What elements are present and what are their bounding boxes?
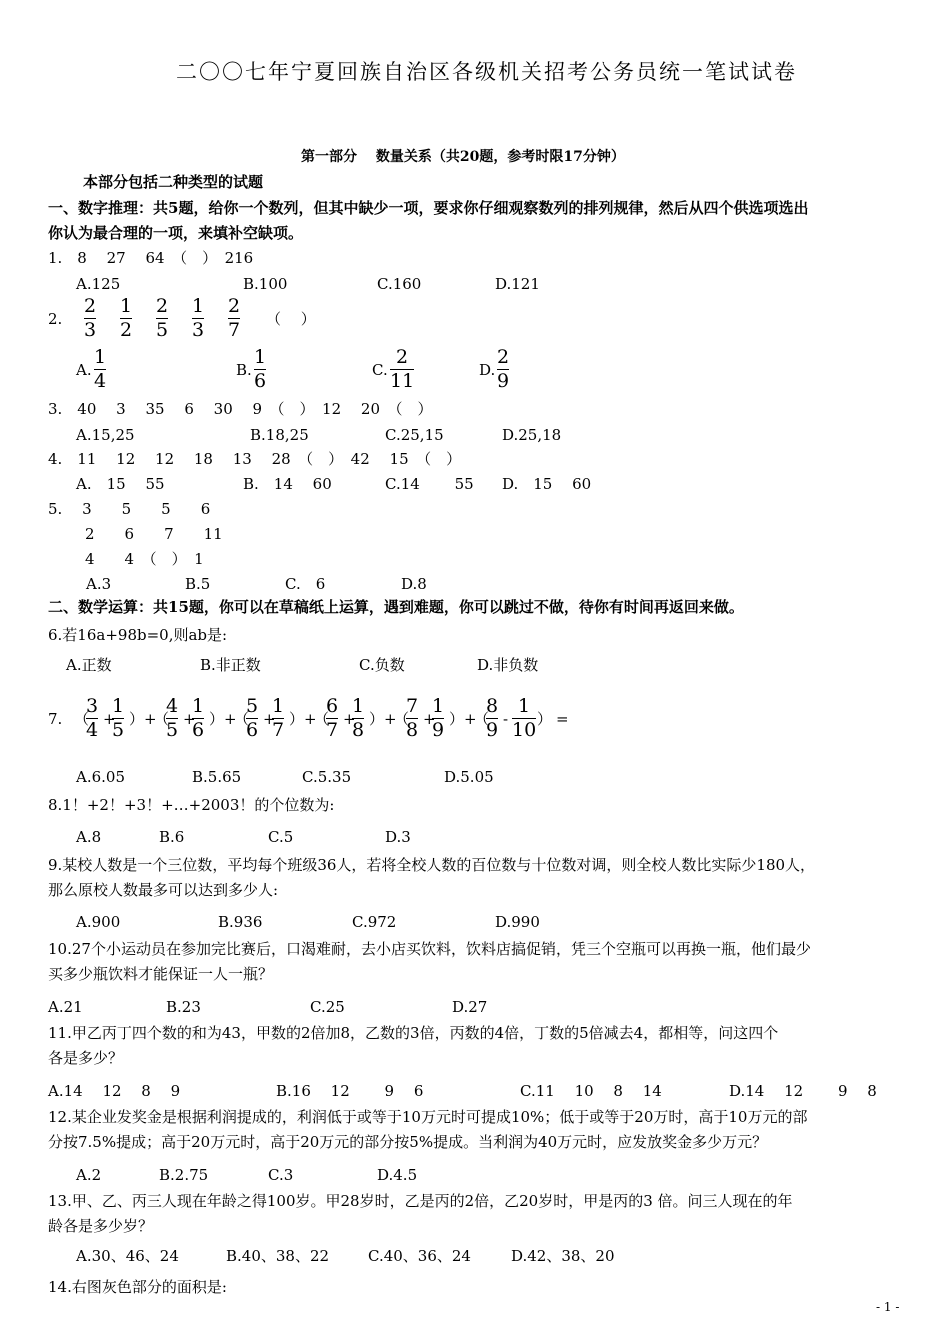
q4-option-a: A. 15 55: [76, 475, 165, 493]
q6-option-c: C.负数: [359, 656, 405, 674]
q5-row1: 5. 3 5 5 6: [48, 500, 211, 518]
q11-line2: 各是多少？: [48, 1049, 124, 1067]
q3-stem: 3. 40 3 35 6 30 9 （ ） 12 20 （ ）: [48, 400, 433, 418]
q7-fraction: 1 6: [192, 695, 205, 741]
q7-plus: +: [224, 710, 237, 728]
q13-option-b: B.40、38、22: [226, 1247, 330, 1265]
q7-close-paren: ）: [537, 710, 553, 728]
q10-option-a: A.21: [48, 998, 83, 1016]
q7-option-a: A.6.05: [76, 768, 125, 786]
q3-option-c: C.25,15: [385, 426, 444, 444]
q7-fraction: 6 7: [326, 695, 339, 741]
q2-fraction: 1 3: [192, 295, 205, 341]
q11-option-b: B.16 12 9 6: [276, 1082, 424, 1100]
q4-option-c: C.14 55: [385, 475, 474, 493]
q1-option-b: B.100: [243, 275, 288, 293]
q10-option-b: B.23: [166, 998, 201, 1016]
q7-option-b: B.5.65: [192, 768, 242, 786]
q12-option-d: D.4.5: [377, 1166, 418, 1184]
q5-option-a: A.3: [86, 575, 112, 593]
q9-option-c: C.972: [352, 913, 397, 931]
q2-fraction: 2 5: [156, 295, 169, 341]
q8-option-b: B.6: [159, 828, 185, 846]
q7-expression: [48, 697, 668, 747]
part-intro: 本部分包括二种类型的试题: [83, 173, 264, 191]
q13-line2: 龄各是多少岁？: [48, 1217, 154, 1235]
q2-option-d-fraction: 2 9: [497, 346, 510, 392]
q7-plus: +: [304, 710, 317, 728]
q10-option-d: D.27: [452, 998, 488, 1016]
q4-option-b: B. 14 60: [243, 475, 332, 493]
q14-stem: 14.右图灰色部分的面积是:: [48, 1278, 227, 1296]
q11-line1: 11.甲乙丙丁四个数的和为43，甲数的2倍加8，乙数的3倍，丙数的4倍，丁数的5倍减去4，都相等，问这四个: [48, 1024, 779, 1042]
q7-fraction: 1 7: [272, 695, 285, 741]
q11-option-d: D.14 12 9 8: [729, 1082, 877, 1100]
q7-fraction: 1 9: [432, 695, 445, 741]
q1-option-a: A.125: [76, 275, 121, 293]
q8-option-d: D.3: [385, 828, 411, 846]
q7-fraction: 3 4: [86, 695, 99, 741]
q7-fraction: 1 8: [352, 695, 365, 741]
section1-line1: 一、数字推理：共5题，给你一个数列，但其中缺少一项，要求你仔细观察数列的排列规律，然后从四个供选项选出: [48, 199, 809, 217]
q2-number: 2.: [48, 310, 63, 328]
q7-fraction: 5 6: [246, 695, 259, 741]
q12-option-b: B.2.75: [159, 1166, 209, 1184]
q7-open-paren: （: [474, 710, 490, 728]
q8-option-c: C.5: [268, 828, 294, 846]
q7-fraction: 1 5: [112, 695, 125, 741]
q7-close-paren: ）: [129, 710, 145, 728]
q7-fraction: 1 10: [512, 695, 537, 741]
q7-fraction: 7 8: [406, 695, 419, 741]
q7-operator: +: [263, 710, 276, 728]
q11-option-c: C.11 10 8 14: [520, 1082, 662, 1100]
q2-fraction: 2 7: [228, 295, 241, 341]
q7-plus: +: [464, 710, 477, 728]
q5-option-c: C. 6: [285, 575, 326, 593]
q4-stem: 4. 11 12 12 18 13 28 （ ） 42 15 （ ）: [48, 450, 462, 468]
q7-equals: =: [556, 710, 569, 728]
q2-blank: （ ）: [266, 310, 316, 328]
q12-option-c: C.3: [268, 1166, 294, 1184]
q6-option-a: A.正数: [66, 656, 112, 674]
q7-fraction: 4 5: [166, 695, 179, 741]
q10-line2: 买多少瓶饮料才能保证一人一瓶？: [48, 965, 274, 983]
q5-option-b: B.5: [185, 575, 211, 593]
q4-option-d: D. 15 60: [502, 475, 592, 493]
q13-option-c: C.40、36、24: [368, 1247, 471, 1265]
q7-open-paren: （: [394, 710, 410, 728]
q7-operator: +: [423, 710, 436, 728]
page-number: - 1 -: [876, 1300, 900, 1314]
part-header: 第一部分 数量关系（共20题，参考时限17分钟）: [301, 149, 625, 165]
section1-line2: 你认为最合理的一项，来填补空缺项。: [48, 224, 304, 242]
q7-operator: +: [103, 710, 116, 728]
q7-open-paren: （: [314, 710, 330, 728]
q7-close-paren: ）: [209, 710, 225, 728]
q9-line1: 9.某校人数是一个三位数，平均每个班级36人，若将全校人数的百位数与十位数对调，则全校人数比实际少180人，: [48, 856, 816, 874]
q8-stem: 8.1！+2！+3！+…+2003！的个位数为:: [48, 796, 335, 814]
q10-option-c: C.25: [310, 998, 345, 1016]
q7-operator: -: [503, 710, 509, 728]
q3-option-a: A.15,25: [76, 426, 135, 444]
q7-close-paren: ）: [369, 710, 385, 728]
q5-option-d: D.8: [401, 575, 427, 593]
q11-option-a: A.14 12 8 9: [48, 1082, 181, 1100]
q6-option-b: B.非正数: [200, 656, 261, 674]
q2-option-b-fraction: 1 6: [254, 346, 267, 392]
q3-option-d: D.25,18: [502, 426, 562, 444]
q7-open-paren: （: [154, 710, 170, 728]
q12-line1: 12.某企业发奖金是根据利润提成的，利润低于或等于10万元时可提成10%；低于或等于20万时，高于10万元的部: [48, 1108, 808, 1126]
q7-option-d: D.5.05: [444, 768, 494, 786]
q12-line2: 分按7.5%提成；高于20万元时，高于20万元的部分按5%提成。当利润为40万元时，应发放奖金多少万元？: [48, 1133, 768, 1151]
q9-option-a: A.900: [76, 913, 121, 931]
q13-line1: 13.甲、乙、丙三人现在年龄之得100岁。甲28岁时，乙是丙的2倍，乙20岁时，甲是丙的3 倍。问三人现在的年: [48, 1192, 793, 1210]
q7-plus: +: [144, 710, 157, 728]
q9-option-d: D.990: [495, 913, 540, 931]
q2-option-c-fraction: 2 11: [390, 346, 415, 392]
q2-fraction: 1 2: [120, 295, 133, 341]
page-title: 二〇〇七年宁夏回族自治区各级机关招考公务员统一笔试试卷: [176, 60, 797, 84]
q7-fraction: 8 9: [486, 695, 499, 741]
q7-close-paren: ）: [449, 710, 465, 728]
q2-fraction: 2 3: [84, 295, 97, 341]
q2-option-a-fraction: 1 4: [94, 346, 107, 392]
q2-option-b-label: B.: [236, 361, 252, 379]
q7-option-c: C.5.35: [302, 768, 352, 786]
q2-option-a-label: A.: [76, 361, 92, 379]
q7-plus: +: [384, 710, 397, 728]
q7-open-paren: （: [74, 710, 90, 728]
q7-close-paren: ）: [289, 710, 305, 728]
q13-option-a: A.30、46、24: [76, 1247, 179, 1265]
q5-row2: 2 6 7 11: [85, 525, 223, 543]
q1-option-c: C.160: [377, 275, 422, 293]
section2-header: 二、数学运算：共15题，你可以在草稿纸上运算，遇到难题，你可以跳过不做，待你有时间再返回来做。: [48, 598, 744, 616]
q9-option-b: B.936: [218, 913, 263, 931]
q12-option-a: A.2: [76, 1166, 102, 1184]
q1-stem: 1. 8 27 64 （ ） 216: [48, 249, 254, 267]
q3-option-b: B.18,25: [250, 426, 309, 444]
q8-option-a: A.8: [76, 828, 102, 846]
q6-option-d: D.非负数: [477, 656, 539, 674]
q13-option-d: D.42、38、20: [511, 1247, 615, 1265]
q2-option-c-label: C.: [372, 361, 388, 379]
q1-option-d: D.121: [495, 275, 540, 293]
q7-number: 7.: [48, 710, 63, 728]
q2-option-d-label: D.: [479, 361, 496, 379]
q7-open-paren: （: [234, 710, 250, 728]
q7-operator: +: [183, 710, 196, 728]
q10-line1: 10.27个小运动员在参加完比赛后，口渴难耐，去小店买饮料，饮料店搞促销，凭三个空瓶可以再换一瓶，他们最少: [48, 940, 811, 958]
q9-line2: 那么原校人数最多可以达到多少人:: [48, 881, 279, 899]
q7-operator: +: [343, 710, 356, 728]
q6-stem: 6.若16a+98b=0,则ab是:: [48, 626, 228, 644]
q5-row3: 4 4 （ ） 1: [85, 550, 204, 568]
